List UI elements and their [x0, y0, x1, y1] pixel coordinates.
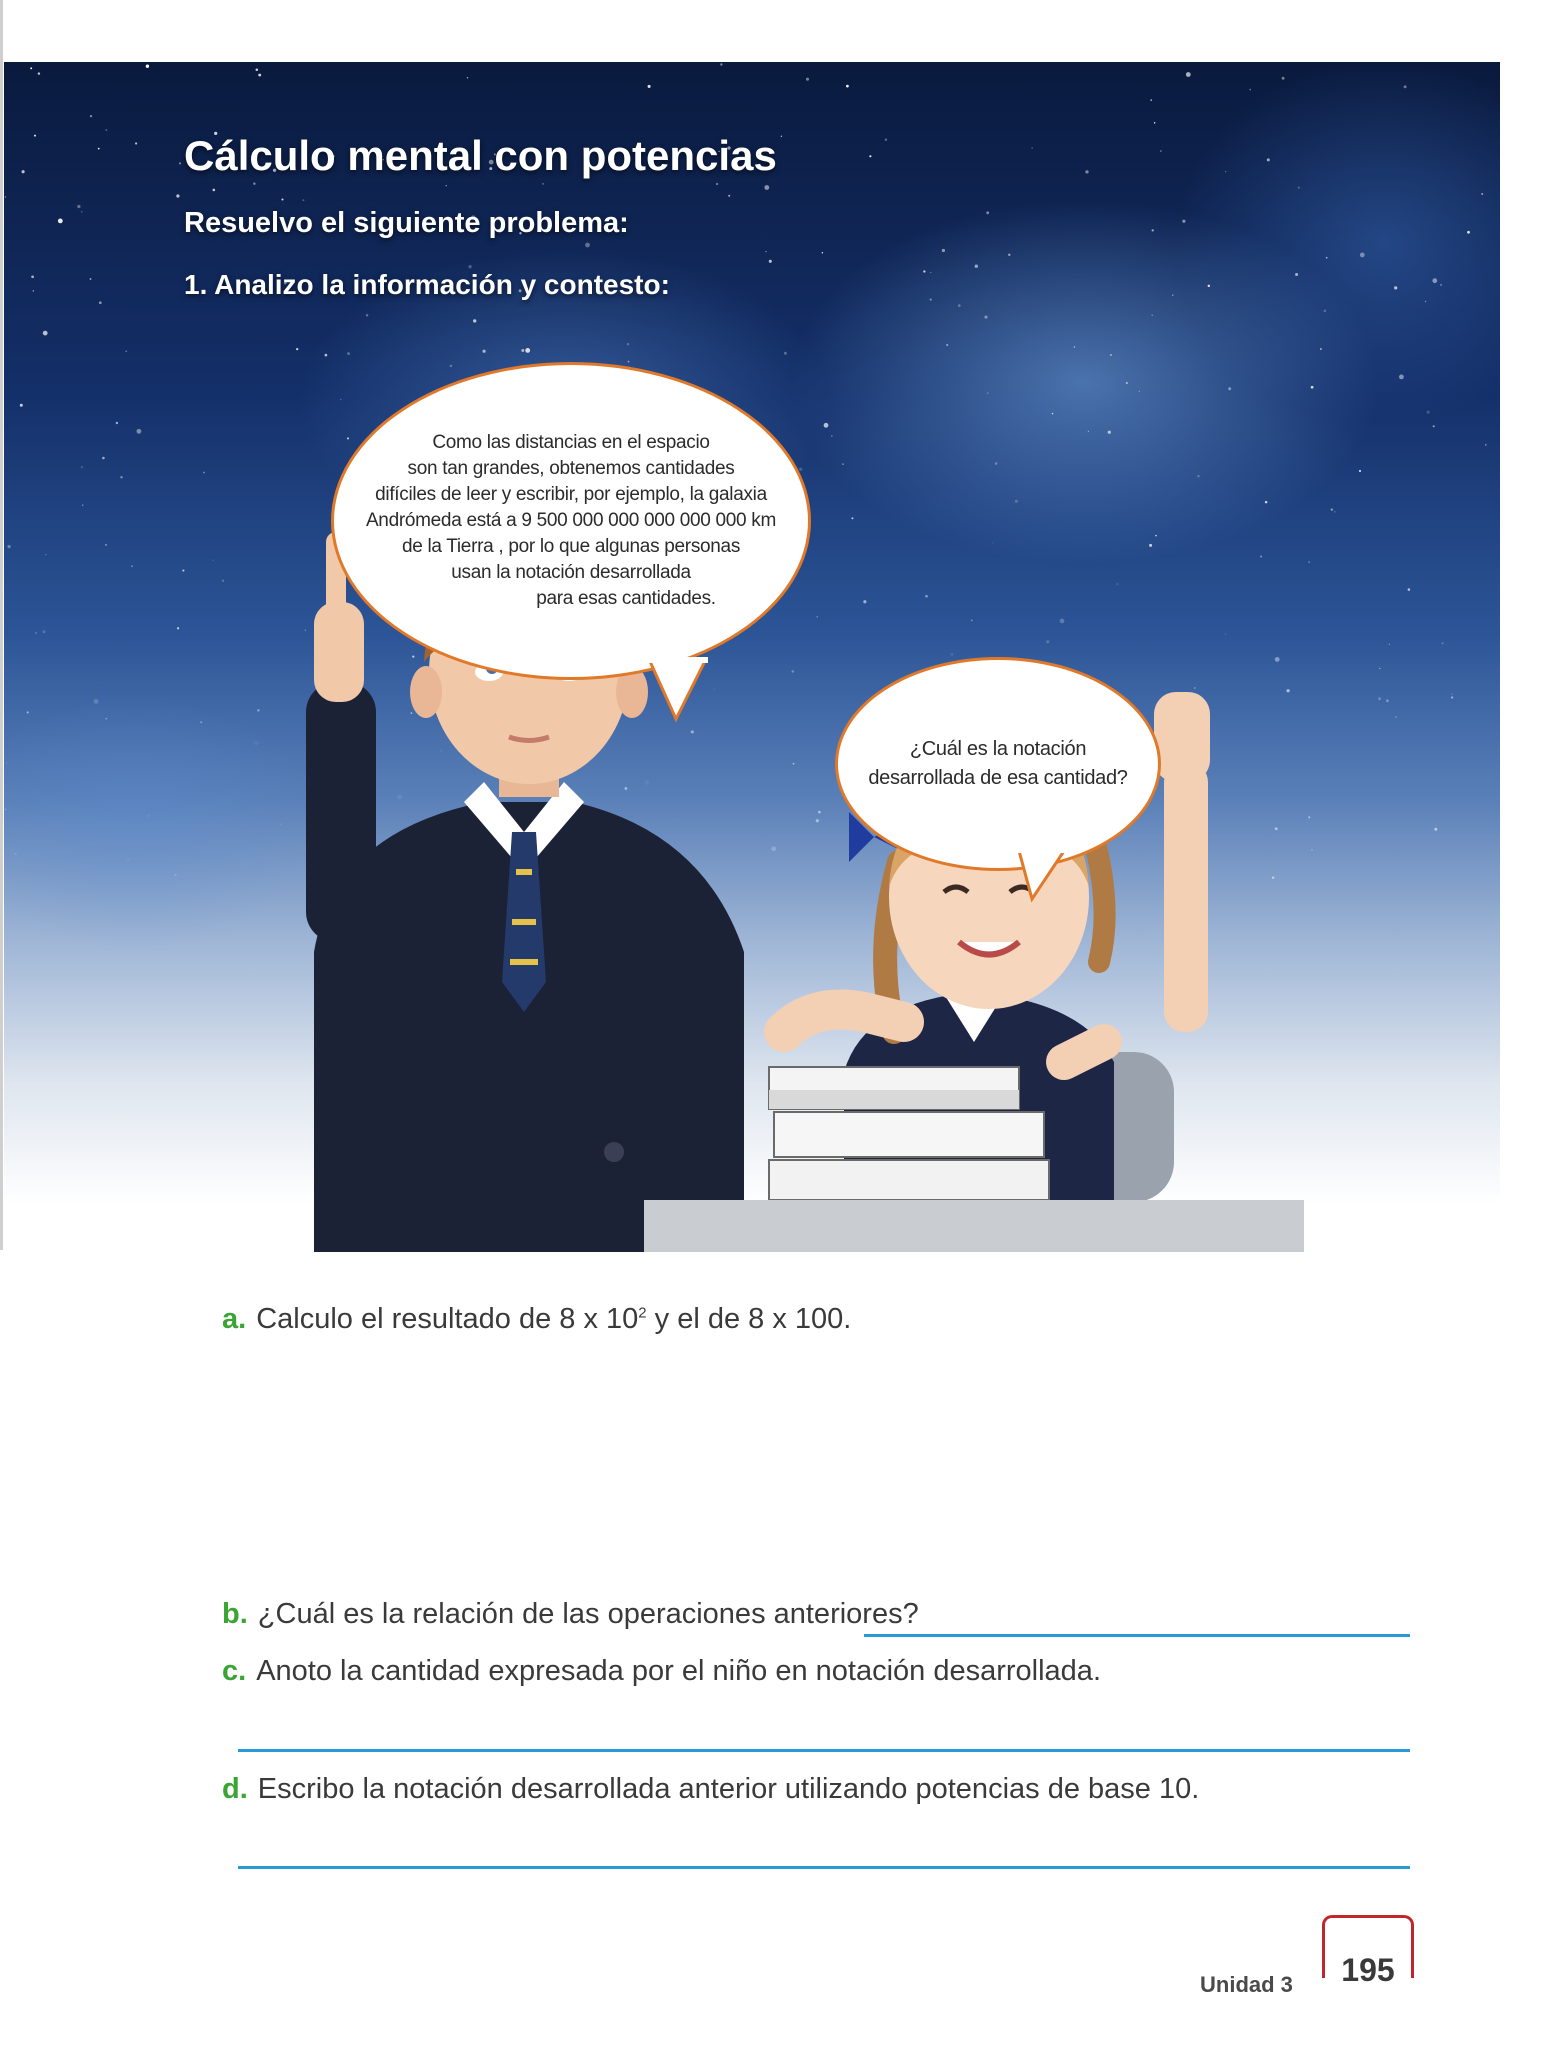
- star: [1139, 391, 1141, 393]
- star: [81, 211, 82, 212]
- star: [1228, 387, 1231, 390]
- star: [147, 814, 150, 817]
- star: [986, 211, 989, 214]
- star: [296, 348, 298, 350]
- star: [1126, 382, 1128, 384]
- star: [325, 354, 328, 357]
- boy-speech-bubble: [331, 362, 811, 680]
- star: [1208, 285, 1210, 287]
- star: [174, 874, 176, 876]
- star: [1386, 699, 1389, 702]
- star: [256, 68, 259, 71]
- star: [1249, 89, 1251, 91]
- star: [1481, 193, 1483, 195]
- star: [35, 632, 36, 633]
- star: [781, 136, 782, 137]
- star: [1088, 431, 1089, 432]
- star: [942, 249, 945, 252]
- bubble-line: usan la notación desarrollada: [451, 562, 691, 583]
- star: [38, 72, 40, 74]
- star: [1311, 386, 1314, 389]
- star: [105, 129, 107, 131]
- bubble-line: ¿Cuál es la notación: [909, 738, 1087, 760]
- question-letter: b.: [222, 1598, 248, 1630]
- star: [648, 85, 651, 88]
- star: [863, 600, 866, 603]
- star: [1150, 99, 1152, 101]
- question-text: ¿Cuál es la relación de las operaciones anteriores?: [257, 1598, 919, 1630]
- star: [1151, 314, 1153, 316]
- question-letter: c.: [222, 1655, 247, 1687]
- star: [987, 392, 989, 394]
- star: [90, 115, 92, 117]
- star: [1052, 413, 1053, 414]
- star: [1015, 500, 1018, 503]
- bubble-line: desarrollada de esa cantidad?: [868, 767, 1128, 789]
- section-subtitle: Resuelvo el siguiente problema:: [184, 207, 629, 239]
- star: [1116, 583, 1119, 586]
- star: [1425, 301, 1426, 302]
- star: [120, 476, 123, 479]
- star: [1149, 544, 1152, 547]
- star: [43, 331, 48, 336]
- star: [340, 399, 342, 401]
- star: [851, 517, 853, 519]
- bubble-line: son tan grandes, obtenemos cantidades: [407, 458, 735, 479]
- star: [254, 741, 259, 746]
- star: [468, 265, 471, 268]
- star: [1152, 229, 1154, 231]
- section-title: Cálculo mental con potencias: [184, 132, 777, 179]
- question-c: [222, 1655, 1101, 1688]
- star: [257, 709, 259, 711]
- star: [212, 559, 214, 561]
- star: [1331, 509, 1333, 511]
- star: [1379, 668, 1380, 669]
- star: [82, 504, 84, 506]
- star: [846, 85, 849, 88]
- star: [1433, 425, 1435, 427]
- star: [923, 270, 925, 272]
- star: [302, 199, 304, 201]
- star: [137, 429, 142, 434]
- star: [482, 350, 485, 353]
- star: [58, 219, 63, 224]
- star: [258, 74, 261, 77]
- star: [1408, 588, 1411, 591]
- question-d: [222, 1773, 1199, 1806]
- star: [1108, 431, 1111, 434]
- star: [1389, 644, 1390, 645]
- star: [467, 77, 468, 78]
- star: [975, 265, 978, 268]
- star: [106, 718, 108, 720]
- star: [542, 183, 544, 185]
- star: [869, 155, 871, 157]
- star: [1308, 561, 1309, 562]
- star: [946, 344, 948, 346]
- bubble-line: Andrómeda está a 9 500 000 000 000 000 000 km: [365, 510, 777, 531]
- bubble-line: para esas cantidades.: [536, 588, 716, 609]
- star: [1451, 693, 1453, 695]
- bubble-line: Como las distancias en el espacio: [432, 432, 710, 453]
- star: [22, 170, 25, 173]
- star: [1467, 231, 1470, 234]
- star: [720, 63, 722, 65]
- star: [1172, 295, 1173, 296]
- star: [473, 319, 476, 322]
- star: [1182, 220, 1185, 223]
- girl-bubble-tail: [1014, 847, 1074, 907]
- question-text: Anoto la cantidad expresada por el niño en notación desarrollada.: [256, 1655, 1101, 1687]
- star: [1432, 278, 1437, 283]
- star: [925, 595, 928, 598]
- star: [1155, 535, 1157, 537]
- star: [1320, 348, 1322, 350]
- star: [1442, 642, 1444, 644]
- star: [98, 148, 100, 150]
- question-text: Calculo el resultado de 8 x 10: [256, 1303, 639, 1335]
- star: [1265, 501, 1268, 504]
- star: [281, 198, 283, 200]
- star: [81, 466, 83, 468]
- star: [347, 352, 350, 355]
- star: [1394, 286, 1397, 289]
- star: [1334, 511, 1336, 513]
- star: [102, 457, 105, 460]
- star: [1326, 257, 1328, 259]
- star: [728, 195, 730, 197]
- answer-line-c[interactable]: [238, 1749, 1410, 1752]
- star: [885, 139, 887, 141]
- star: [764, 185, 769, 190]
- star: [995, 462, 998, 465]
- star: [1427, 411, 1430, 414]
- star: [1008, 254, 1010, 256]
- star: [127, 859, 128, 860]
- star: [182, 570, 184, 572]
- question-letter: d.: [222, 1773, 248, 1805]
- answer-line-d[interactable]: [238, 1866, 1410, 1869]
- star: [6, 762, 8, 764]
- bubble-line: difíciles de leer y escribir, por ejemplo, la galaxia: [375, 484, 767, 505]
- page-number: 195: [1341, 1952, 1395, 1988]
- star: [347, 437, 349, 439]
- star: [930, 298, 932, 300]
- star: [450, 365, 453, 368]
- star: [525, 348, 530, 353]
- star: [1186, 72, 1191, 77]
- star: [27, 711, 29, 713]
- star: [146, 65, 149, 68]
- star: [94, 699, 99, 704]
- star: [105, 544, 107, 546]
- star: [177, 627, 179, 629]
- question-b: [222, 1598, 919, 1631]
- star: [1451, 696, 1453, 698]
- star: [125, 350, 127, 352]
- star: [1074, 346, 1075, 347]
- star: [1324, 310, 1327, 313]
- star: [222, 580, 224, 582]
- star: [1399, 375, 1404, 380]
- star: [585, 243, 590, 248]
- star: [784, 352, 787, 355]
- star: [1298, 187, 1300, 189]
- star: [178, 812, 181, 815]
- bubble-line: de la Tierra , por lo que algunas personas: [401, 536, 741, 557]
- star: [824, 423, 829, 428]
- star: [135, 142, 137, 144]
- star: [90, 278, 92, 280]
- star: [203, 472, 205, 474]
- question-text: y el de 8 x 100.: [646, 1303, 852, 1335]
- star: [33, 290, 35, 292]
- question-a: [222, 1303, 851, 1336]
- star: [799, 468, 802, 471]
- answer-line-b[interactable]: [864, 1634, 1410, 1637]
- star: [1225, 171, 1226, 172]
- star: [842, 463, 844, 465]
- star: [179, 162, 181, 164]
- star: [7, 545, 10, 548]
- star: [765, 251, 766, 252]
- star: [1311, 849, 1312, 850]
- star: [992, 542, 993, 543]
- star: [716, 183, 718, 185]
- star: [34, 135, 36, 137]
- star: [103, 682, 105, 684]
- space-banner: [4, 62, 1500, 1252]
- star: [200, 721, 202, 723]
- star: [366, 314, 368, 316]
- star: [1378, 697, 1381, 700]
- star: [822, 252, 824, 254]
- star: [816, 616, 818, 618]
- star: [20, 404, 23, 407]
- star: [1260, 555, 1262, 557]
- star: [1160, 150, 1162, 152]
- star: [116, 422, 118, 424]
- star: [176, 194, 179, 197]
- star: [1295, 273, 1298, 276]
- star: [806, 78, 809, 81]
- question-text: Escribo la notación desarrollada anterior utilizando potencias de base 10.: [257, 1773, 1200, 1805]
- exercise-instruction: 1. Analizo la información y contesto:: [184, 269, 670, 300]
- star: [99, 301, 102, 304]
- star: [1395, 716, 1397, 718]
- exponent: 2: [638, 1304, 647, 1322]
- star: [1440, 284, 1442, 286]
- star: [1485, 444, 1487, 446]
- star: [1267, 158, 1270, 161]
- star: [45, 554, 47, 556]
- star: [930, 272, 931, 273]
- star: [1308, 816, 1310, 818]
- star: [253, 183, 255, 185]
- star: [769, 260, 772, 263]
- star: [30, 67, 32, 69]
- star: [1359, 470, 1361, 472]
- star: [1085, 170, 1088, 173]
- star: [212, 189, 215, 192]
- star: [1154, 122, 1155, 123]
- star: [1110, 354, 1112, 356]
- star: [1360, 253, 1365, 258]
- star: [31, 275, 34, 278]
- star: [5, 809, 7, 811]
- star: [831, 435, 832, 436]
- star: [521, 349, 524, 352]
- star: [131, 565, 133, 567]
- unit-label: Unidad 3: [1200, 1972, 1293, 1997]
- star: [1404, 85, 1407, 88]
- boy-bubble-tail: [644, 657, 714, 727]
- star: [43, 630, 46, 633]
- star: [1282, 77, 1285, 80]
- question-letter: a.: [222, 1303, 247, 1335]
- star: [958, 304, 961, 307]
- star: [1031, 147, 1032, 148]
- page-edge-rule: [0, 0, 3, 1250]
- star: [628, 361, 630, 363]
- star: [1197, 475, 1199, 477]
- star: [627, 343, 629, 345]
- star: [14, 853, 16, 855]
- girl-speech-bubble: [835, 657, 1161, 871]
- star: [984, 316, 987, 319]
- star: [446, 185, 447, 186]
- star: [5, 196, 6, 197]
- star: [77, 205, 80, 208]
- star: [1434, 828, 1437, 831]
